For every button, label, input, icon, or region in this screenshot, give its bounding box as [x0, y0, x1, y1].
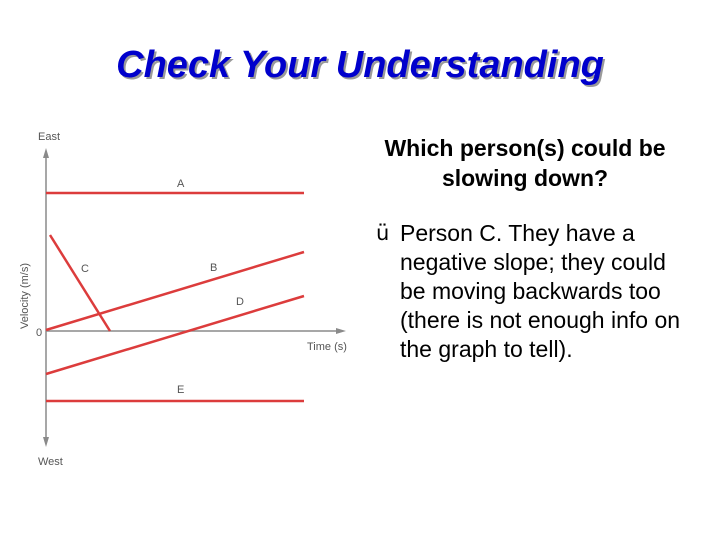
- line-d: [46, 296, 304, 374]
- answer-text: Person C. They have a negative slope; they could be moving backwards too (there is not enough info on the graph to tell).: [400, 220, 681, 362]
- y-axis-top-label: East: [38, 131, 61, 143]
- line-e-label: E: [177, 384, 185, 396]
- line-c-label: C: [81, 263, 89, 275]
- zero-label: 0: [36, 327, 43, 339]
- y-axis-arrow-up: [43, 148, 49, 158]
- check-mark-icon: ü: [376, 221, 390, 245]
- line-a-label: A: [177, 178, 185, 190]
- line-d-label: D: [236, 296, 244, 308]
- y-axis-bottom-label: West: [38, 456, 63, 468]
- x-axis-label: Time (s): [307, 341, 347, 353]
- y-axis-arrow-down: [43, 437, 49, 447]
- line-c: [50, 235, 110, 331]
- line-b-label: B: [210, 262, 218, 274]
- x-axis-arrow: [336, 328, 346, 334]
- answer-bullet: [376, 219, 696, 364]
- velocity-time-graph: [0, 115, 350, 475]
- slide-title: Check Your Understanding: [116, 44, 604, 86]
- question-text: Which person(s) could be slowing down?: [384, 135, 666, 191]
- y-axis-label: Velocity (m/s): [19, 262, 31, 330]
